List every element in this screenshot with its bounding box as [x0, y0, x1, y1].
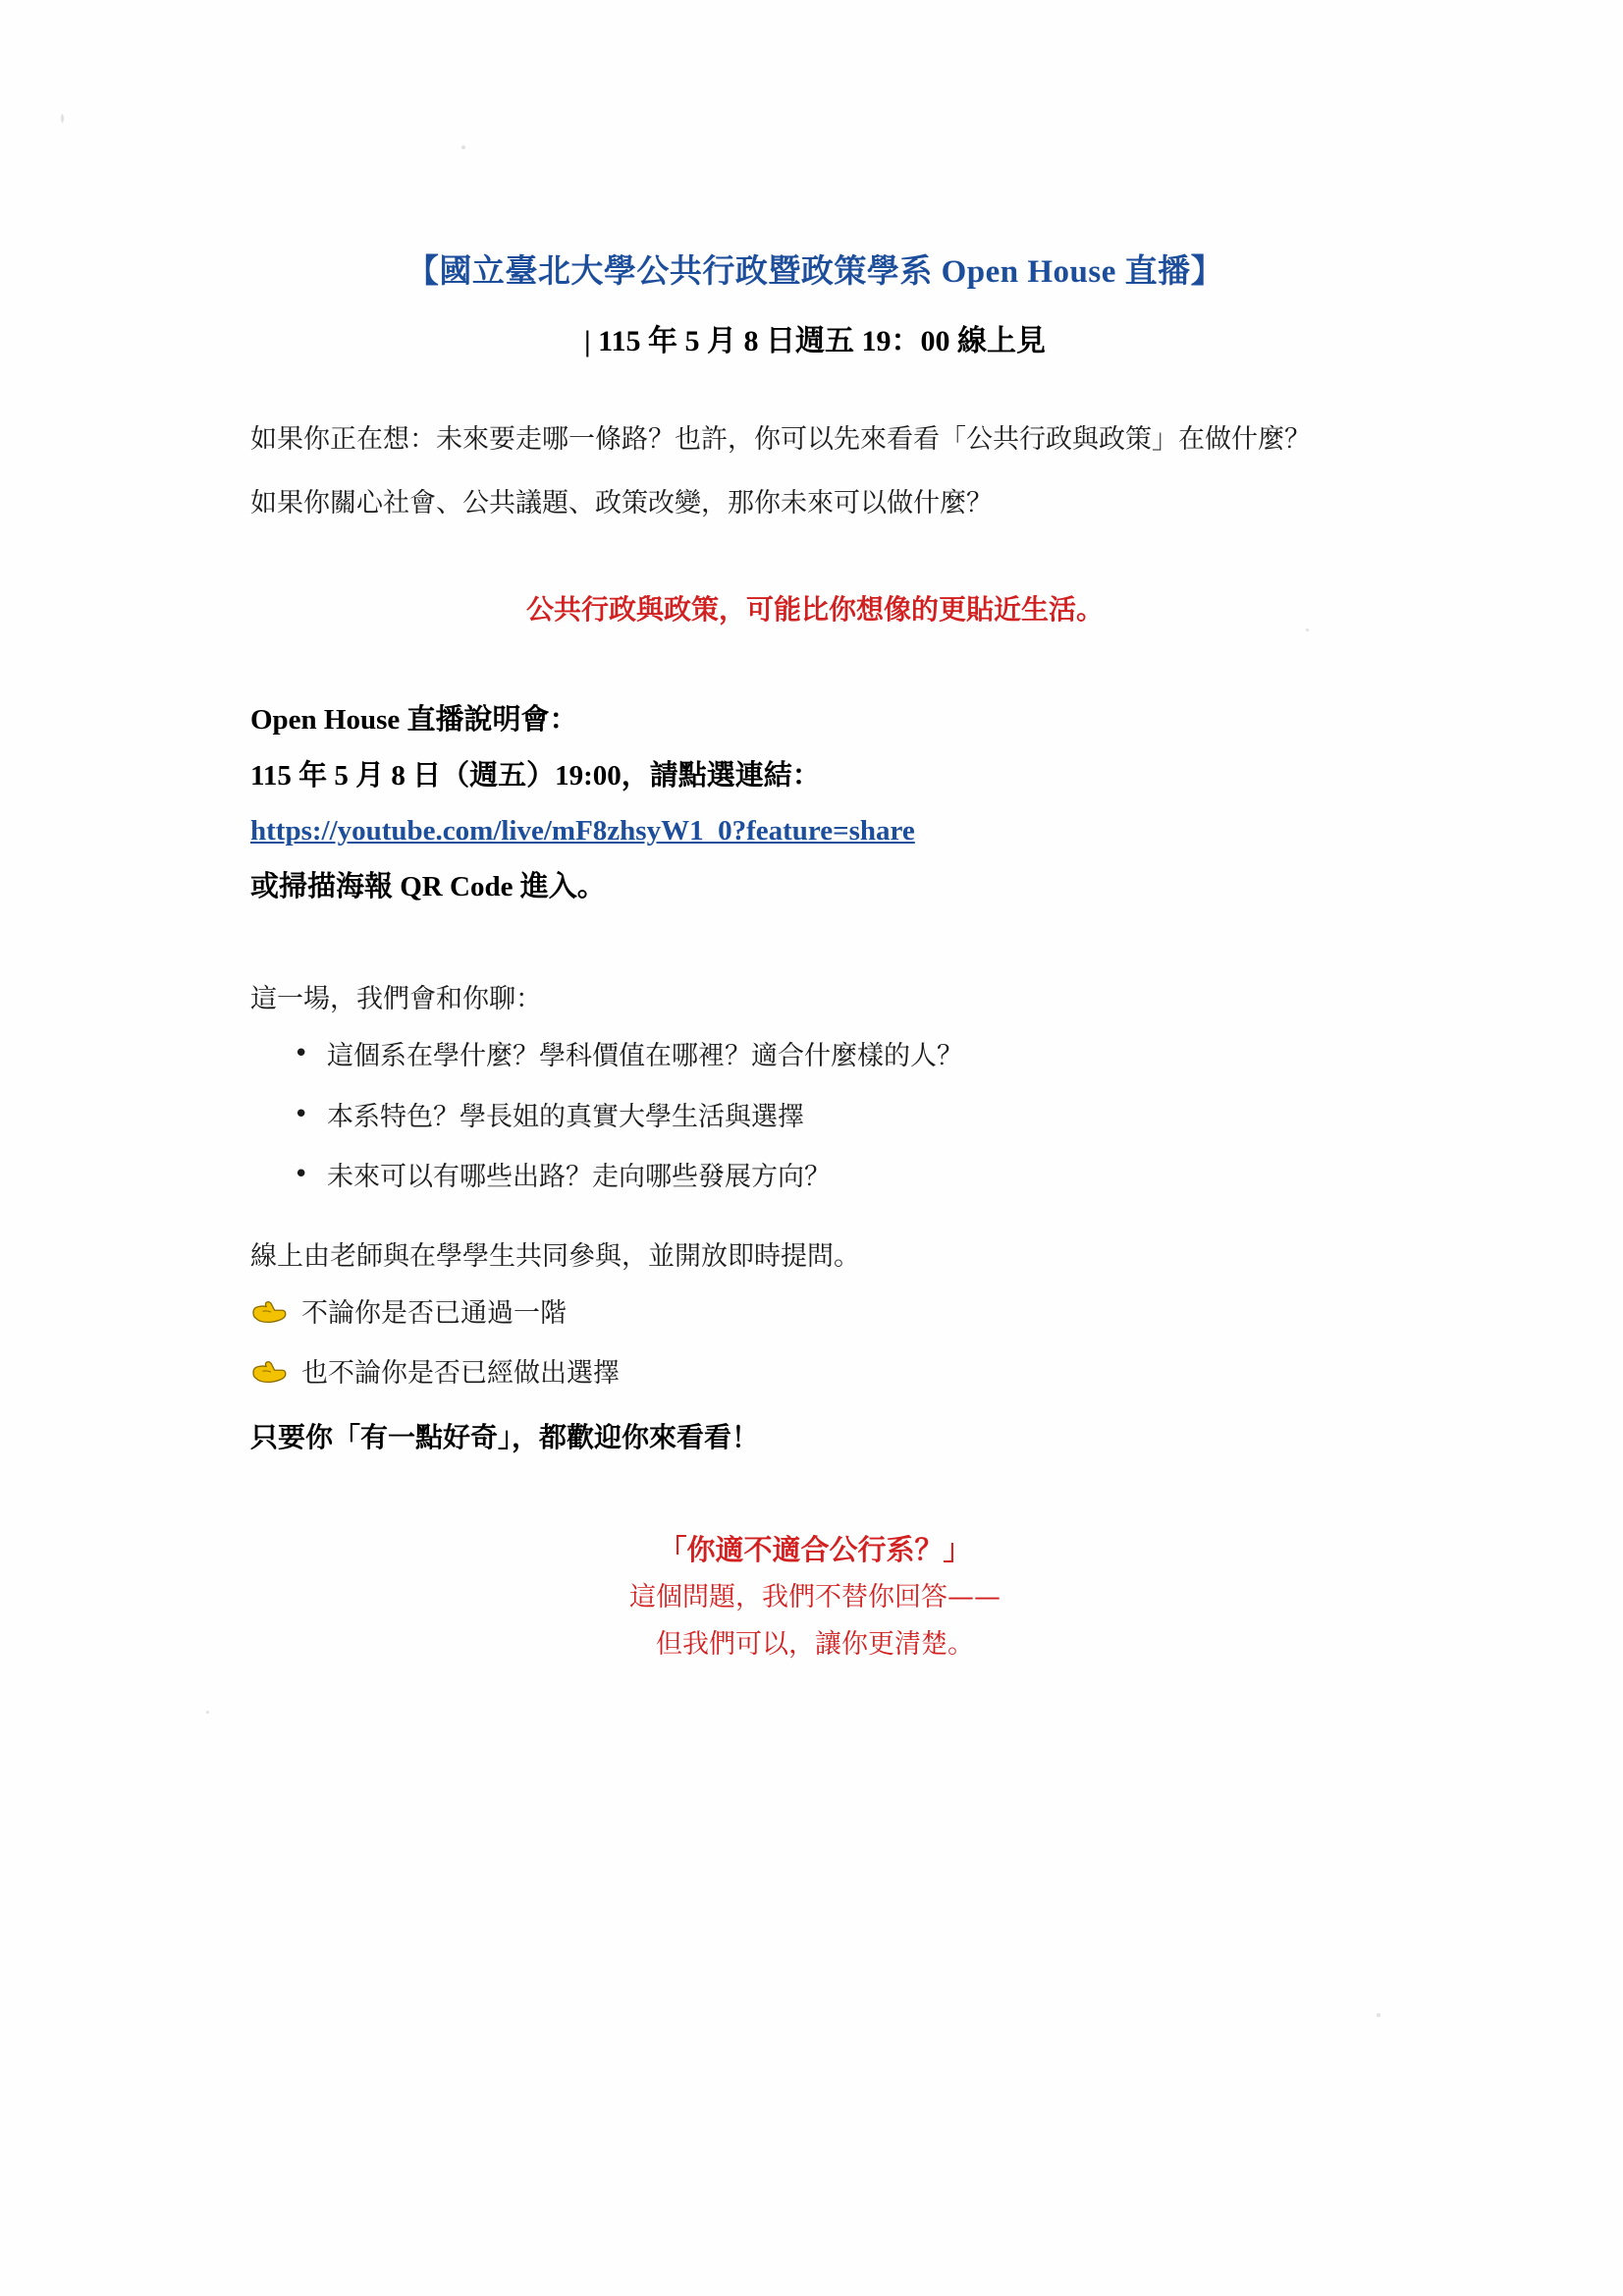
session-datetime: 115 年 5 月 8 日（週五）19:00，請點選連結：: [250, 759, 821, 792]
participation-note: 線上由老師與在學學生共同參與，並開放即時提問。: [250, 1241, 860, 1273]
hand-point-row-2: [250, 1352, 1380, 1400]
intro-paragraph-2: 如果你關心社會、公共議題、政策改變，那你未來可以做什麼？: [250, 488, 993, 519]
call-to-action-text: 只要你「有一點好奇」，都歡迎你來看看！: [250, 1420, 760, 1453]
closing-question: 「你適不適合公行系？」: [658, 1532, 972, 1566]
page-subtitle: | 115 年 5 月 8 日週五 19：00 線上見: [584, 325, 1046, 358]
qr-code-note: 或掃描海報 QR Code 進入。: [250, 871, 606, 902]
pointing-hand-icon: [250, 1358, 288, 1400]
livestream-link[interactable]: https://youtube.com/live/mF8zhsyW1_0?feature=share: [250, 815, 915, 847]
list-item: • 這個系在學什麼？學科價值在哪裡？適合什麼樣的人？: [327, 1036, 1380, 1077]
document-content: [250, 228, 1380, 1667]
highlight-statement: 公共行政與政策，可能比你想像的更貼近生活。: [525, 592, 1104, 626]
pointing-hand-icon: [250, 1298, 288, 1340]
list-item: • 未來可以有哪些出路？走向哪些發展方向？: [327, 1157, 1380, 1198]
scan-speck: [1377, 2013, 1380, 2017]
scan-speck: [461, 145, 465, 149]
agenda-lead-in: 這一場，我們會和你聊：: [250, 983, 542, 1014]
closing-line-2: 但我們可以，讓你更清楚。: [656, 1628, 974, 1660]
hand-point-text-2: 也不論你是否已經做出選擇: [301, 1357, 620, 1389]
scan-speck: [61, 114, 64, 123]
page-title: 【國立臺北大學公共行政暨政策學系 Open House 直播】: [406, 254, 1224, 291]
session-info-block: [250, 692, 1380, 914]
session-heading: Open House 直播說明會：: [250, 704, 578, 737]
scan-speck: [206, 1711, 209, 1714]
agenda-list: [250, 1036, 1380, 1199]
hand-point-text-1: 不論你是否已通過一階: [301, 1297, 567, 1329]
closing-line-1: 這個問題，我們不替你回答——: [629, 1582, 1001, 1613]
list-item: • 本系特色？學長姐的真實大學生活與選擇: [327, 1097, 1380, 1138]
closing-block: [250, 1526, 1380, 1667]
hand-point-row-1: [250, 1292, 1380, 1340]
intro-paragraph-1: 如果你正在想：未來要走哪一條路？也許，你可以先來看看「公共行政與政策」在做什麼？: [250, 424, 1311, 456]
